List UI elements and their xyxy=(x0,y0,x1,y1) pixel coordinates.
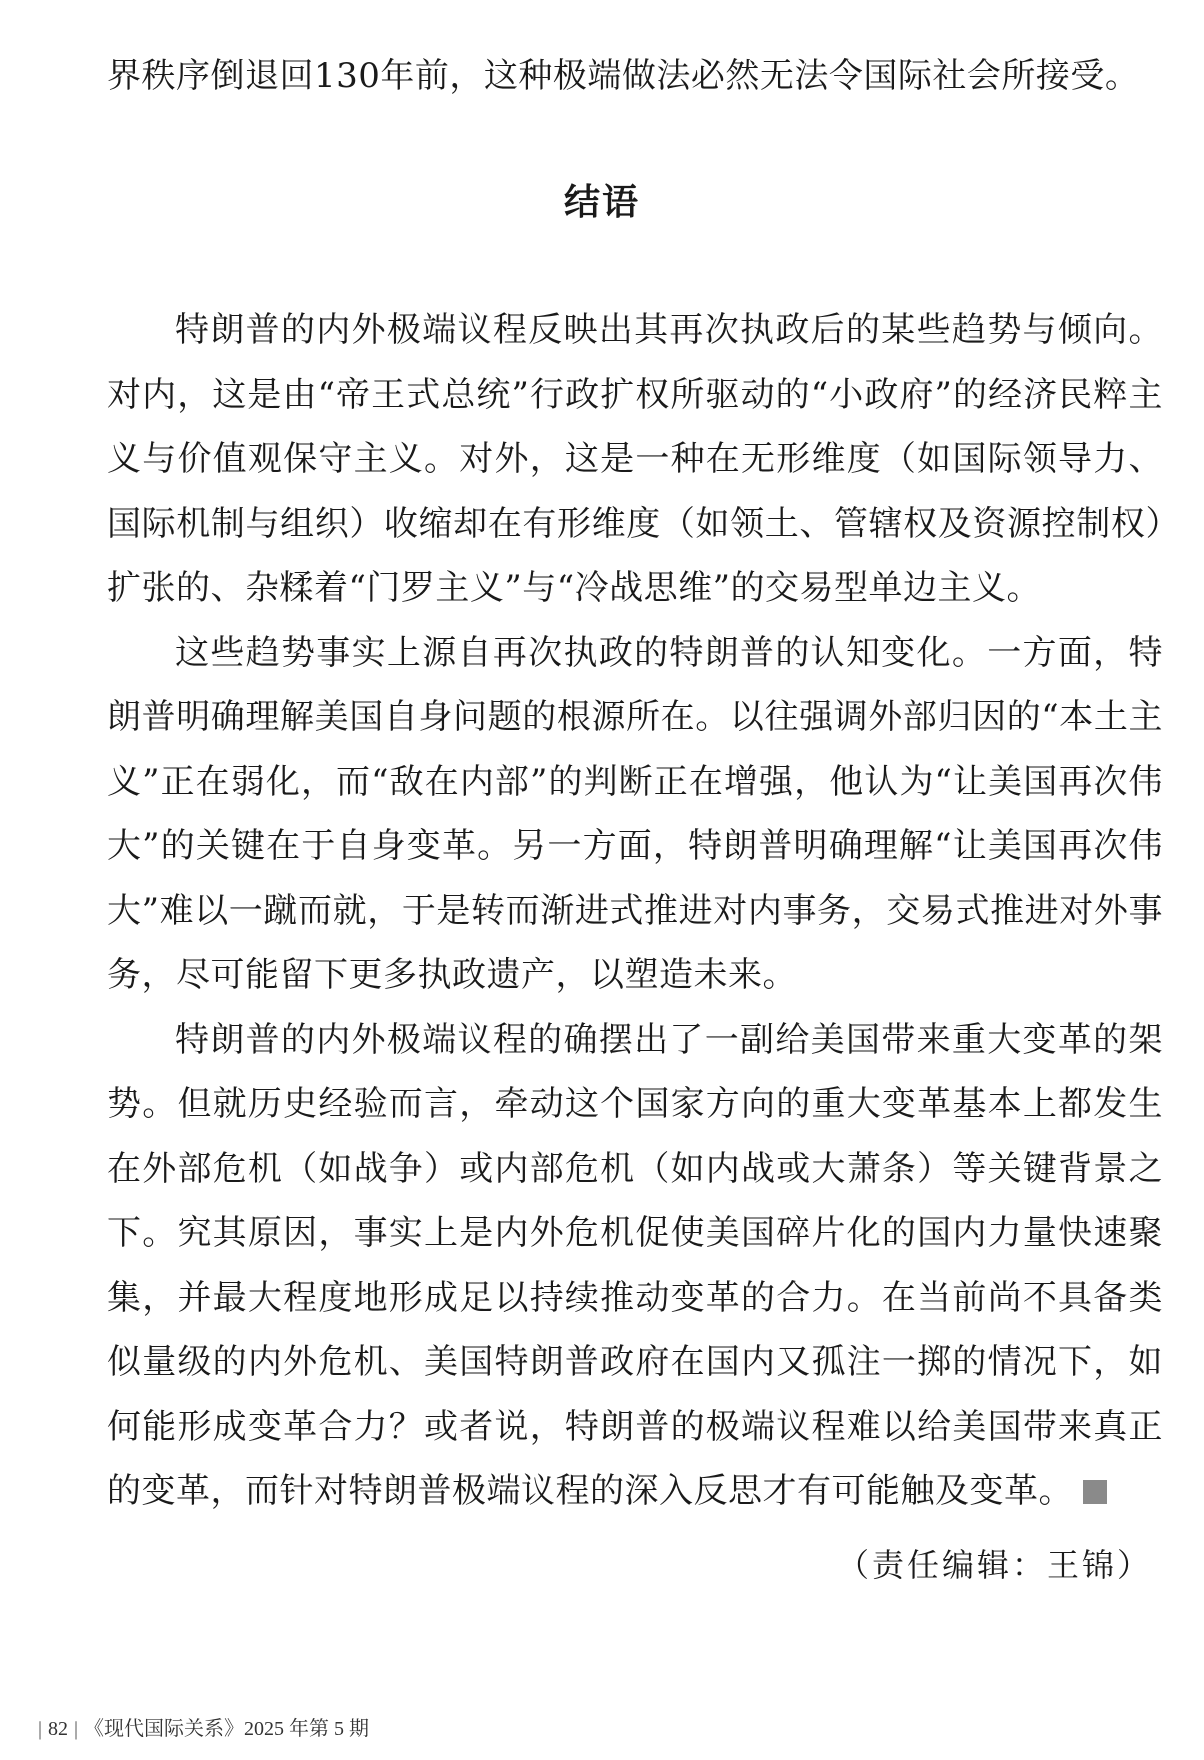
paragraph-1: 特朗普的内外极端议程反映出其再次执政后的某些趋势与倾向。对内，这是由“帝王式总统”行政扩权所驱动的“小政府”的经济民粹主义与价值观保守主义。对外，这是一种在无形维度（如国际领导力、国际机制与组织）收缩却在有形维度（如领土、管辖权及资源控制权）扩张的、杂糅着“门罗主义”与“冷战思维”的交易型单边主义。 xyxy=(107,310,1163,608)
paragraph-3 xyxy=(107,1008,1163,1524)
section-title: 结语 xyxy=(563,182,640,223)
paragraph-3-text: 特朗普的内外极端议程的确摆出了一副给美国带来重大变革的架势。但就历史经验而言，牵动这个国家方向的重大变革基本上都发生在外部危机（如战争）或内部危机（如内战或大萧条）等关键背景之下。究其原因，事实上是内外危机促使美国碎片化的国内力量快速聚集，并最大程度地形成足以持续推动变革的合力。在当前尚不具备类似量级的内外危机、美国特朗普政府在国内又孤注一掷的情况下，如何能形成变革合力？或者说，特朗普的极端议程难以给美国带来真正的变革，而针对特朗普极端议程的深入反思才有可能触及变革。 xyxy=(107,1019,1163,1511)
editor-note: （责任编辑：王锦） xyxy=(836,1546,1152,1584)
page-footer xyxy=(32,1712,369,1741)
page-number: 82 xyxy=(48,1718,69,1740)
footer-divider: | xyxy=(74,1718,79,1740)
journal-issue: 《现代国际关系》2025 年第 5 期 xyxy=(84,1718,370,1740)
footer-divider: | xyxy=(38,1718,43,1740)
carryover-line: 界秩序倒退回130年前，这种极端做法必然无法令国际社会所接受。 xyxy=(107,56,1140,96)
body-text xyxy=(107,298,1163,1524)
paragraph-2: 这些趋势事实上源自再次执政的特朗普的认知变化。一方面，特朗普明确理解美国自身问题的根源所在。以往强调外部归因的“本土主义”正在弱化，而“敌在内部”的判断正在增强，他认为“让美国再次伟大”的关键在于自身变革。另一方面，特朗普明确理解“让美国再次伟大”难以一蹴而就，于是转而渐进式推进对内事务，交易式推进对外事务，尽可能留下更多执政遗产，以塑造未来。 xyxy=(107,632,1163,995)
end-of-article-mark xyxy=(1083,1480,1107,1504)
